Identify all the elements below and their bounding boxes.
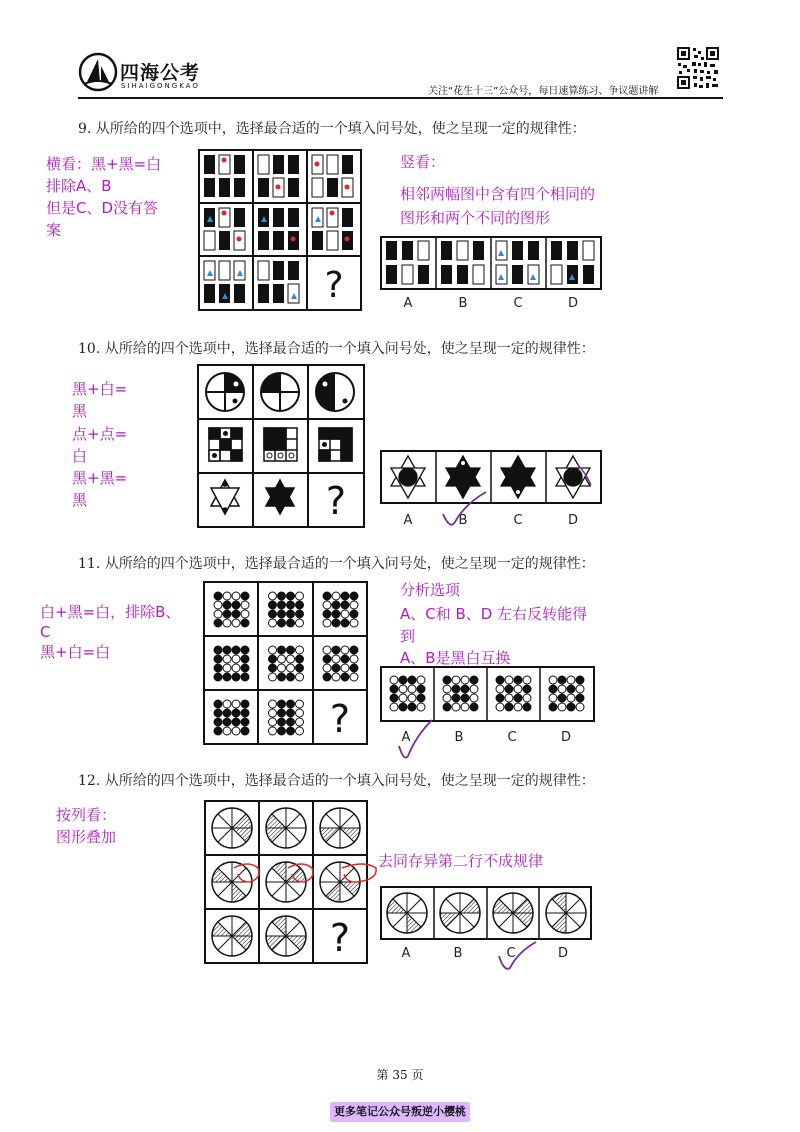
q9-option-label-d: D [567,296,578,311]
q11-question-mark: ? [329,697,351,741]
q9-question-mark: ? [324,265,344,306]
q12-option-label-b: B [453,946,463,961]
q11-right-note-3: 到 [400,627,416,645]
q9-right-note-2: 相邻两幅图中含有四个相同的 [400,185,596,203]
q9-right-note-3: 图形和两个不同的图形 [400,209,551,227]
q10-note-2: 黑 [72,402,88,420]
q11-left-note-2: C [40,623,51,641]
q9-option-label-a: A [403,296,413,311]
q12-question-mark: ? [329,916,351,960]
question-10-text: 10. 从所给的四个选项中，选择最合适的一个填入问号处，使之呈现一定的规律性： [78,341,595,357]
q10-note-3: 点+点= [72,425,128,443]
brand-name: 四海公考 [120,62,201,84]
page-number: 第 35 页 [376,1068,424,1082]
q11-option-label-d: D [560,730,571,745]
header-rule [78,97,723,99]
q11-options [380,666,595,722]
q12-option-label-d: D [557,946,568,961]
q9-left-note-4: 案 [46,221,62,239]
q11-option-label-b: B [454,730,464,745]
q10-note-5: 黑+黑= [72,469,128,487]
q11-right-note-4: A、B是黑白互换 [400,649,511,667]
q11-right-note-2: A、C和 B、D 左右反转能得 [400,605,588,623]
brand-subtitle: SIHAIGONGKAO [121,82,200,90]
q12-options [380,886,592,940]
header-slogan: 关注“花生十三”公众号，每日速算练习、争议题讲解 [428,86,659,97]
qr-code-icon [676,46,720,90]
q12-red-marks-icon [204,850,384,900]
q11-left-note-3: 黑+白=白 [40,643,111,661]
q12-right-note-1: 去同存异第二行不成规律 [378,852,544,870]
logo-icon [78,52,118,92]
q9-option-label-c: C [513,296,523,311]
q12-checkmark-icon [496,936,540,976]
q10-options [380,450,602,504]
footer-banner: 更多笔记公众号叛逆小樱桃 [330,1102,470,1122]
q10-puzzle-grid [197,364,365,528]
q11-option-label-c: C [507,730,517,745]
question-12-text: 12. 从所给的四个选项中，选择最合适的一个填入问号处，使之呈现一定的规律性： [78,773,595,789]
q12-option-label-c: C [506,946,516,961]
q10-option-label-c: C [513,513,523,528]
q12-left-note-1: 按列看： [56,806,117,824]
q11-checkmark-icon [396,716,436,764]
q9-options [380,236,602,290]
q12-left-note-2: 图形叠加 [56,828,117,846]
q10-note-1: 黑+白= [72,380,128,398]
q9-left-note-2: 排除A、B [46,177,112,195]
q10-mark-icon [575,463,595,487]
q10-checkmark-icon [440,488,490,533]
q11-right-note-1: 分析选项 [400,581,461,599]
q10-option-label-a: A [403,513,413,528]
q10-option-label-d: D [567,513,578,528]
q9-right-note-1: 竖看： [400,153,446,171]
q12-option-label-a: A [401,946,411,961]
q9-puzzle-grid [198,149,362,311]
q11-puzzle-grid [203,581,368,745]
q10-question-mark: ? [325,479,347,523]
q10-note-4: 白 [72,447,88,465]
q9-option-label-b: B [458,296,468,311]
q10-note-6: 黑 [72,491,88,509]
q9-left-note-1: 横看：黑+黑=白 [46,155,162,173]
header [0,0,800,100]
q11-option-label-a: A [401,730,411,745]
q9-left-note-3: 但是C、D没有答 [46,199,159,217]
question-11-text: 11. 从所给的四个选项中，选择最合适的一个填入问号处，使之呈现一定的规律性： [78,556,595,572]
question-9-text: 9. 从所给的四个选项中，选择最合适的一个填入问号处，使之呈现一定的规律性： [78,121,586,137]
q11-left-note-1: 白+黑=白，排除B、 [40,603,181,621]
q10-option-label-b: B [458,513,468,528]
